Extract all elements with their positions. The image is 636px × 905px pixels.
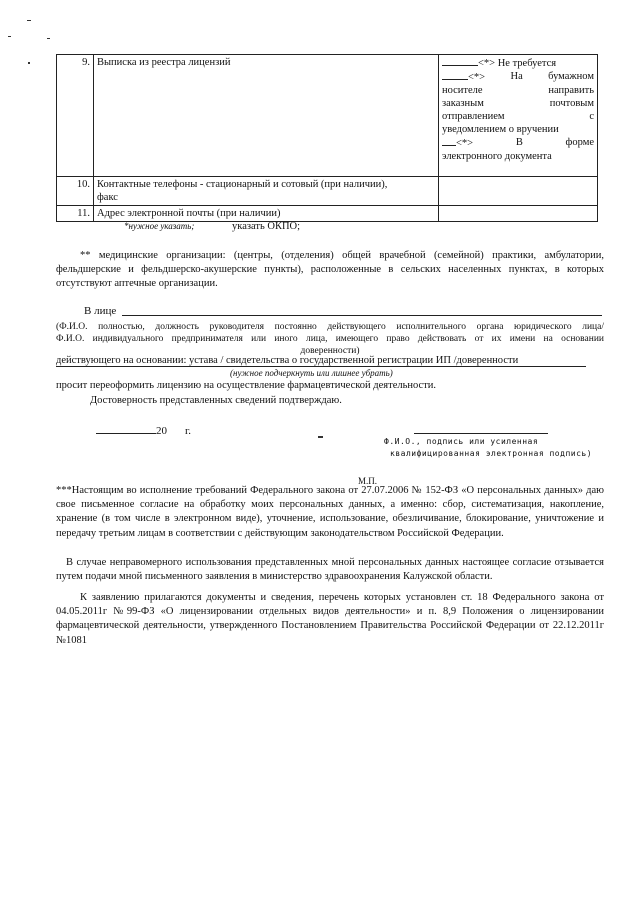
registry-table [56,54,598,222]
extract-options: <*> Не требуется <*> На бумажном носителе направить заказным почтовым отправлением с уведомлением о вручении <*> В форме электронного документа [439,55,598,177]
accuracy-confirmation: Достоверность представленных сведений подтверждаю. [90,395,342,406]
stamp-placeholder: М.П. [358,476,378,486]
in-person-label: В лице [84,305,117,317]
table-row [57,55,598,177]
phone-value-cell[interactable] [439,177,598,206]
option-not-required[interactable]: <*> Не требуется [442,56,594,70]
footnote-okpo: указать ОКПО; [232,221,301,232]
row-number: 9. [57,55,94,177]
representative-caption: (Ф.И.О. полностью, должность руководителя постоянно действующего исполнительного органа юридического лица/ Ф.И.О. индивидуального предпринимателя или иного лица, имеющего право действовать от их имени на основании доверенности) [56,322,604,356]
row-number: 10. [57,177,94,206]
signature-line[interactable] [414,433,548,434]
acting-basis-line [56,366,586,367]
scan-speck [318,436,323,438]
signature-caption-2: квалифицированная электронная подпись) [390,449,593,458]
reissue-request: просит переоформить лицензию на осуществление фармацевтической деятельности. [56,380,437,391]
row-number: 11. [57,206,94,222]
table-row [57,206,598,222]
medical-organizations-note: ** медицинские организации: (центры, (отделения) общей врачебной (семейной) практики, амбулатории, фельдшерские и фельдшерско-акушерские пункты), расположенные в сельских населенных пунктах, в которых отсутствуют аптечные организации. [56,250,604,289]
signature-date[interactable]: 20 г. [96,424,191,437]
scan-speck [8,36,11,37]
row-label: Контактные телефоны - стационарный и сотовый (при наличии), факс [94,177,439,206]
row-label: Выписка из реестра лицензий [94,55,439,177]
scan-speck [27,20,31,21]
representative-name-field[interactable] [122,315,602,316]
scan-speck [28,62,30,64]
acting-basis: действующего на основании: устава / свидетельства о государственной регистрации ИП /доверенности [56,355,519,366]
option-paper[interactable]: <*> На бумажном [442,70,594,84]
signature-caption-1: Ф.И.О., подпись или усиленная [384,437,539,446]
consent-revocation: В случае неправомерного использования представленных мной персональных данных настоящее согласие отзывается путем подачи мной письменного заявления в министерство здравоохранения Калужской области. [56,557,604,583]
option-electronic[interactable]: <*> В форме [442,136,594,150]
scan-speck [47,38,50,39]
footnote-required: *нужное указать; [124,221,195,231]
attached-documents-note: К заявлению прилагаются документы и сведения, перечень которых установлен ст. 18 Федерального закона от 04.05.2011г №99-ФЗ «О лицензировании отдельных видов деятельности» и п. 8,9 Положения о лицензировании фармацевтической деятельности, утвержденного Постановлением Правительства Российской Федерации от 22.12.2011г №1081 [56,592,604,646]
row-label: Адрес электронной почты (при наличии) [94,206,439,222]
personal-data-consent: ***Настоящим во исполнение требований Федерального закона от 27.07.2006 № 152-ФЗ «О персональных данных» даю свое письменное согласие на обработку моих персональных данных, а именно: сбор, систематизация, накопление, хранение (в том числе в электронном виде), уточнение, использование, обезличивание, блокирование, уничтожение и передачу третьим лицам в соответствии с действующим законодательством Российской Федерации. [56,485,604,539]
table-row [57,177,598,206]
acting-basis-note: (нужное подчеркнуть или лишнее убрать) [230,368,393,378]
email-value-cell[interactable] [439,206,598,222]
